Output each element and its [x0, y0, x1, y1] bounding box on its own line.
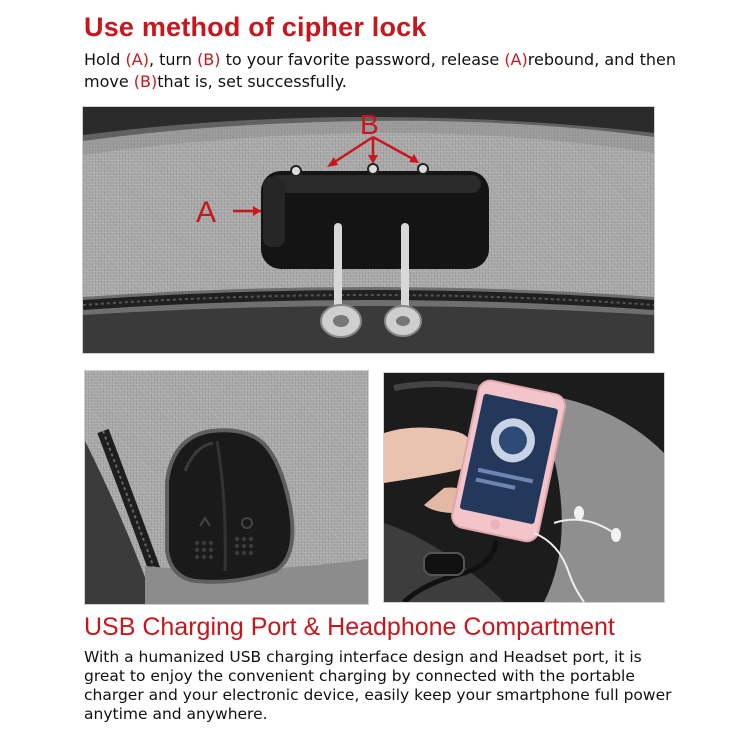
- port-cover: [167, 430, 292, 582]
- desc-text: to your favorite password, release: [220, 50, 505, 69]
- cipher-lock-photo: [82, 106, 655, 354]
- usb-port-photo: [84, 370, 369, 605]
- label-a: A: [196, 196, 217, 229]
- desc-text: , turn: [148, 50, 198, 69]
- usb-section-description: With a humanized USB charging interface design and Headset port, it is great to enjoy the convenient charging by connected with the portable charger and your electronic device, easily keep your smartphone full power anytime and anywhere.: [84, 648, 672, 723]
- desc-label-b: (B): [197, 50, 221, 69]
- desc-text: that is, set successfully.: [157, 72, 347, 91]
- phone-charging-photo: [383, 372, 665, 603]
- cipher-lock-instructions: [84, 49, 684, 93]
- lock-button-a: [263, 177, 285, 247]
- desc-label-a: (A): [125, 50, 149, 69]
- cipher-lock-title: Use method of cipher lock: [84, 12, 427, 42]
- desc-text: rebound, and then move: [84, 50, 676, 91]
- desc-text: Hold: [84, 50, 126, 69]
- label-b: B: [360, 109, 379, 140]
- desc-label-a: (A): [504, 50, 528, 69]
- desc-label-b: (B): [133, 72, 158, 91]
- usb-section-title: USB Charging Port & Headphone Compartment: [84, 613, 615, 641]
- usb-port-illustration: [85, 371, 368, 604]
- cipher-lock-illustration: [83, 107, 654, 353]
- phone-charging-illustration: [384, 373, 664, 602]
